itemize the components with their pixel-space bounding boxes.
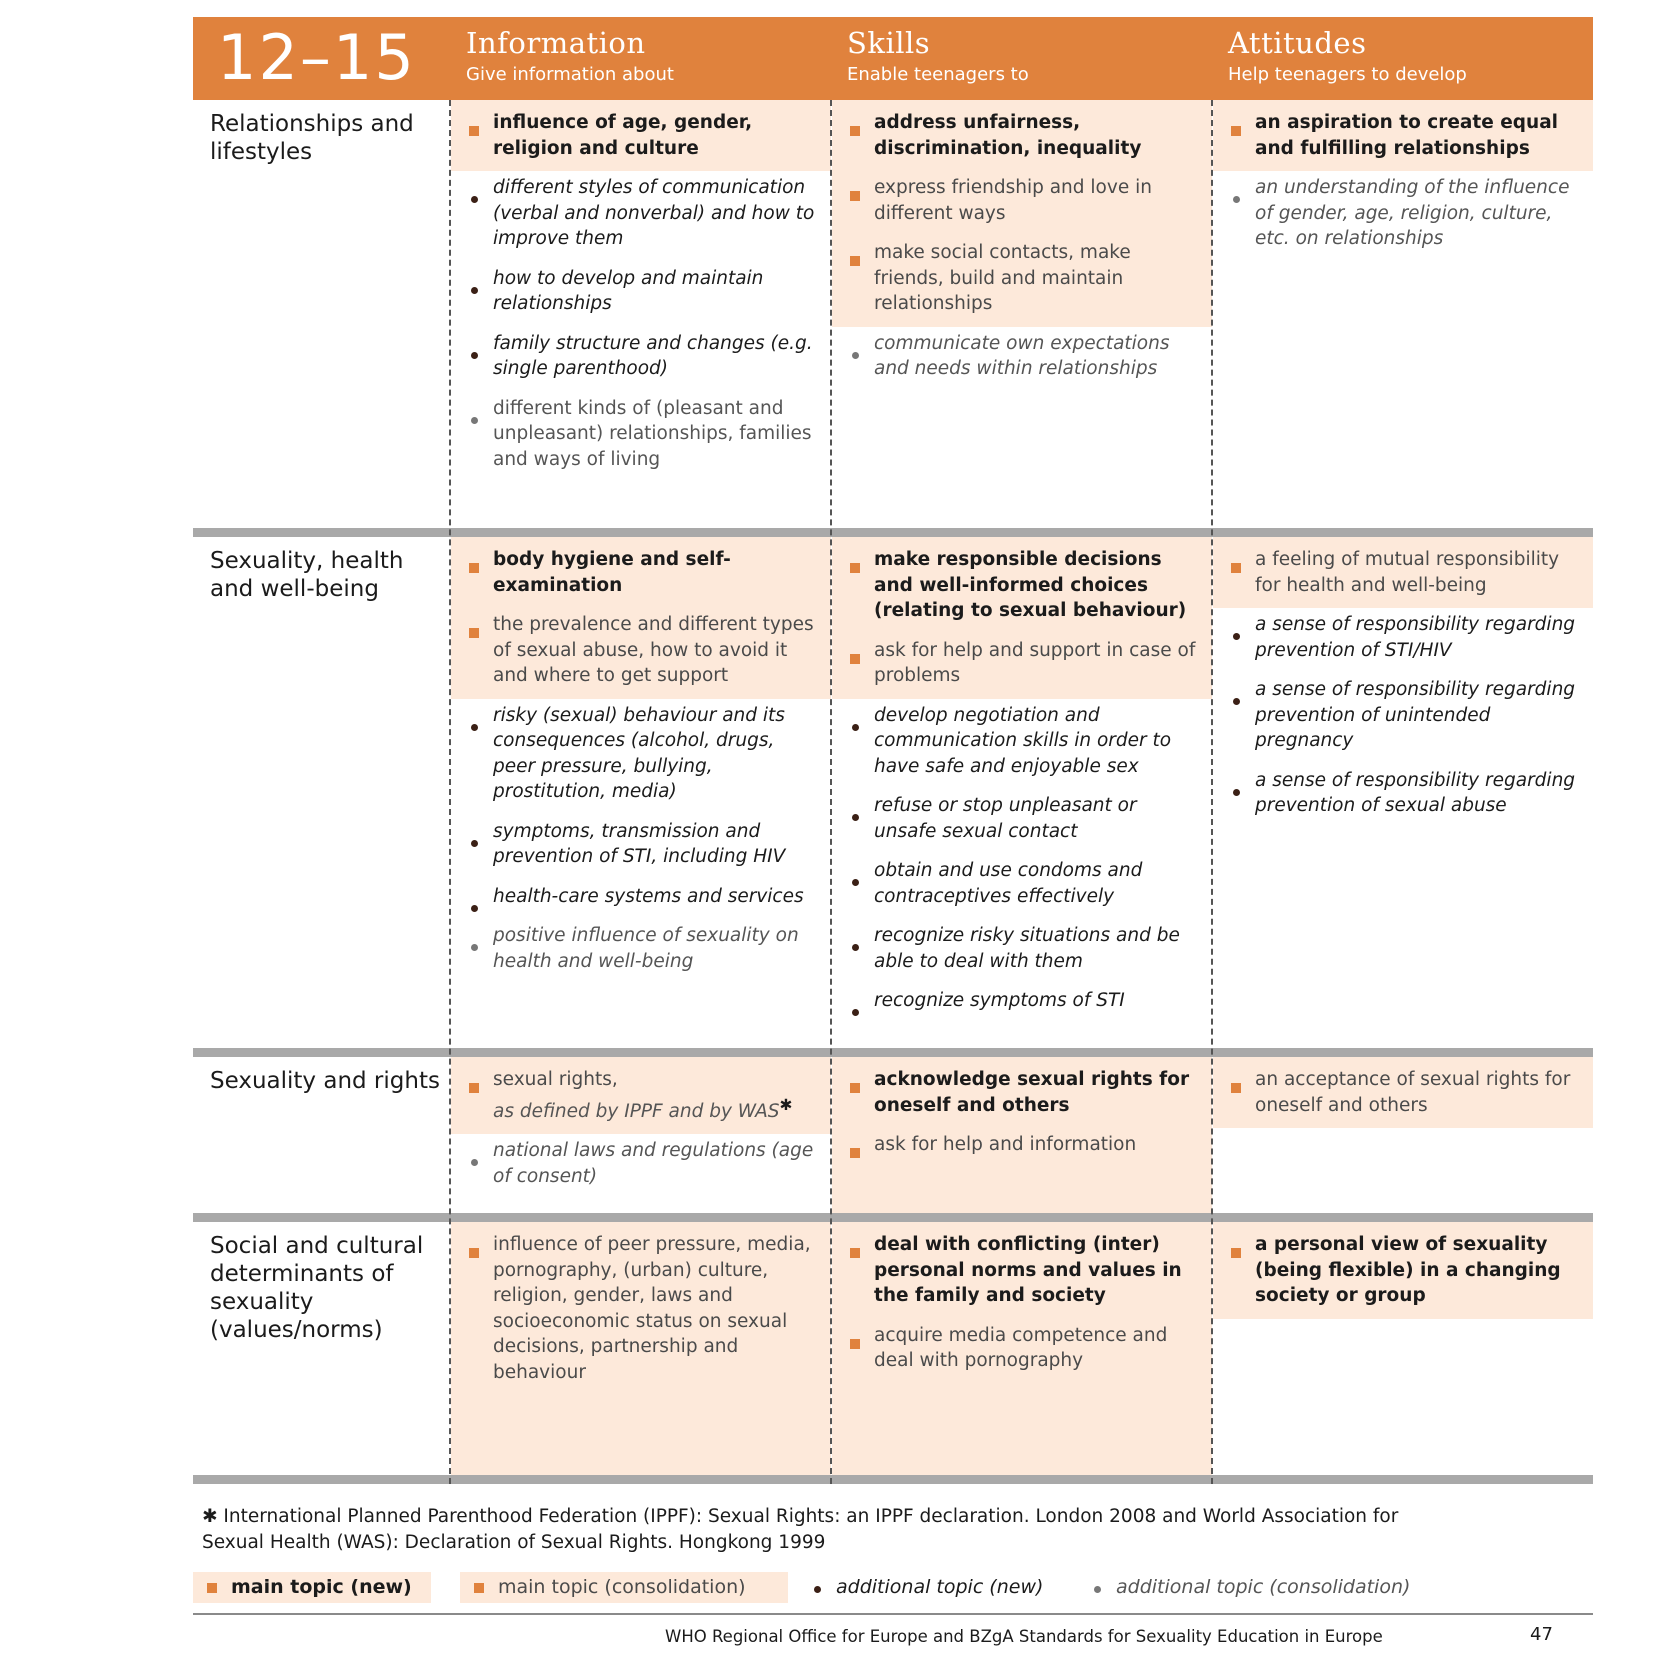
item-text: a feeling of mutual responsibility for health and well-being (1255, 549, 1560, 596)
list-item (832, 100, 1212, 171)
item-text: a sense of responsibility regarding prevention of sexual abuse (1255, 769, 1576, 816)
legend-label: additional topic (consolidation) (1116, 1576, 1411, 1598)
footnote-star-icon: ✱ (202, 1506, 218, 1527)
cell-skills (832, 1057, 1212, 1213)
list-item (451, 537, 831, 608)
item-text: address unfairness, discrimination, inequality (874, 112, 1142, 159)
column-header-attitudes (1228, 25, 1467, 87)
item-text: make social contacts, make friends, build and maintain relationships (874, 242, 1131, 314)
item-text: recognize symptoms of STI (874, 990, 1125, 1011)
list-item (832, 1057, 1212, 1128)
list-item (832, 1128, 1212, 1168)
item-text: national laws and regulations (age of consent) (493, 1140, 814, 1187)
dark-dot-icon (852, 998, 859, 1024)
list-item (451, 1057, 831, 1134)
dark-dot-icon (852, 803, 859, 829)
list-item (451, 919, 831, 984)
row-separator (193, 1475, 1593, 1484)
cell-information (451, 537, 831, 984)
orange-square-icon (469, 118, 479, 144)
grey-dot-icon (852, 341, 859, 367)
list-item (832, 789, 1212, 854)
item-text: an aspiration to create equal and fulfilling relationships (1255, 112, 1559, 159)
grey-dot-icon (471, 406, 478, 432)
dark-dot-icon (471, 341, 478, 367)
table-row (193, 1057, 1593, 1213)
orange-square-icon (1231, 1075, 1241, 1101)
page-number: 47 (1530, 1624, 1553, 1645)
row-label: Relationships and lifestyles (210, 111, 414, 165)
orange-square-icon (1231, 118, 1241, 144)
column-title: Skills (847, 26, 931, 60)
row-label: Sexuality, health and well-being (210, 548, 404, 602)
row-label: Social and cultural determinants of sexuality (values/norms) (210, 1233, 424, 1343)
legend-item-additional-new (798, 1572, 1058, 1603)
column-subtitle: Enable teenagers to (847, 64, 1029, 85)
list-item (451, 171, 831, 262)
dark-dot-icon (471, 713, 478, 739)
column-title: Attitudes (1228, 26, 1367, 60)
item-text: symptoms, transmission and prevention of STI, including HIV (493, 820, 786, 867)
table-row (193, 100, 1593, 528)
orange-square-icon (469, 555, 479, 581)
grey-dot-icon (471, 1148, 478, 1174)
column-divider (1211, 100, 1213, 1484)
cell-attitudes (1213, 1222, 1593, 1319)
item-text: ask for help and support in case of problems (874, 639, 1196, 686)
item-text: ask for help and information (874, 1134, 1137, 1155)
row-separator (193, 528, 1593, 537)
list-item (832, 1319, 1212, 1384)
item-text: express friendship and love in different ways (874, 177, 1152, 224)
list-item (832, 984, 1212, 1024)
footnote-text: International Planned Parenthood Federation (IPPF): Sexual Rights: an IPPF declaration. London 2008 and World Association for Sexual Health (WAS): Declaration of Sexual Rights. Hongkong 1999 (202, 1506, 1399, 1553)
item-text: develop negotiation and communication skills in order to have safe and enjoyable sex (874, 704, 1172, 777)
column-title: Information (466, 26, 646, 60)
column-divider (449, 100, 451, 1484)
list-item (451, 815, 831, 880)
list-item (1213, 673, 1593, 764)
column-divider (830, 100, 832, 1484)
item-text: influence of age, gender, religion and culture (493, 112, 753, 159)
item-text: positive influence of sexuality on health and well-being (493, 925, 799, 972)
legend-label: main topic (consolidation) (498, 1576, 746, 1598)
orange-square-icon (469, 1240, 479, 1266)
list-item (1213, 537, 1593, 608)
item-text: an acceptance of sexual rights for oneself and others (1255, 1069, 1571, 1116)
table-header (193, 17, 1593, 100)
list-item (832, 171, 1212, 236)
column-header-information (466, 25, 674, 87)
dark-dot-icon (1233, 687, 1240, 713)
list-item (1213, 171, 1593, 262)
cell-skills (832, 100, 1212, 392)
row-separator (193, 1048, 1593, 1057)
orange-square-icon (850, 646, 860, 672)
cell-information (451, 1057, 831, 1199)
orange-square-icon (850, 1075, 860, 1101)
column-subtitle: Give information about (466, 64, 674, 85)
orange-square-icon (850, 248, 860, 274)
list-item (832, 537, 1212, 634)
orange-square-icon (850, 183, 860, 209)
list-item (451, 392, 831, 483)
column-subtitle: Help teenagers to develop (1228, 64, 1467, 85)
cell-information (451, 100, 831, 482)
legend (193, 1572, 1593, 1603)
item-text: recognize risky situations and be able to deal with them (874, 925, 1180, 972)
orange-square-icon (1231, 555, 1241, 581)
item-text: health-care systems and services (493, 885, 804, 907)
column-header-skills (847, 25, 1029, 87)
footer-text: WHO Regional Office for Europe and BZgA Standards for Sexuality Education in Europe (665, 1627, 1383, 1646)
list-item (1213, 100, 1593, 171)
dark-dot-icon (852, 933, 859, 959)
item-text: different kinds of (pleasant and unpleasant) relationships, families and ways of living (493, 397, 812, 470)
item-text: a sense of responsibility regarding prevention of unintended pregnancy (1255, 679, 1576, 751)
list-item (832, 699, 1212, 790)
item-text: make responsible decisions and well-informed choices (relating to sexual behaviour) (874, 549, 1187, 621)
cell-attitudes (1213, 537, 1593, 829)
dark-dot-icon (814, 1572, 821, 1603)
list-item (451, 1222, 831, 1395)
dark-dot-icon (852, 713, 859, 739)
orange-square-icon (474, 1572, 484, 1603)
curriculum-table (193, 100, 1593, 1484)
list-item (1213, 1057, 1593, 1128)
item-text: refuse or stop unpleasant or unsafe sexual contact (874, 795, 1137, 842)
cell-information (451, 1222, 831, 1475)
list-item (451, 1134, 831, 1199)
list-item (451, 100, 831, 171)
dark-dot-icon (471, 894, 478, 920)
legend-label: main topic (new) (231, 1576, 412, 1598)
item-text: the prevalence and different types of sexual abuse, how to avoid it and where to get support (493, 614, 814, 686)
list-item (832, 634, 1212, 699)
item-text: a sense of responsibility regarding prevention of STI/HIV (1255, 614, 1576, 661)
list-item (451, 608, 831, 699)
dark-dot-icon (1233, 778, 1240, 804)
grey-dot-icon (1094, 1572, 1101, 1603)
dark-dot-icon (471, 185, 478, 211)
orange-square-icon (850, 118, 860, 144)
item-text: sexual rights, (493, 1069, 618, 1090)
table-row (193, 537, 1593, 1048)
dark-dot-icon (471, 829, 478, 855)
item-text: a personal view of sexuality (being flexible) in a changing society or group (1255, 1234, 1561, 1306)
item-text: an understanding of the influence of gender, age, religion, culture, etc. on relationships (1255, 177, 1570, 249)
row-label: Sexuality and rights (210, 1068, 440, 1094)
orange-square-icon (207, 1572, 217, 1603)
orange-square-icon (469, 620, 479, 646)
footnote (202, 1504, 1402, 1556)
list-item (832, 854, 1212, 919)
item-text: risky (sexual) behaviour and its consequences (alcohol, drugs, peer pressure, bullying, prostitution, media) (493, 704, 785, 802)
orange-square-icon (850, 1240, 860, 1266)
item-text: obtain and use condoms and contraceptives effectively (874, 860, 1143, 907)
item-text: how to develop and maintain relationships (493, 267, 764, 314)
list-item (451, 327, 831, 392)
cell-attitudes (1213, 100, 1593, 262)
orange-square-icon (469, 1075, 479, 1101)
legend-item-additional-consolidation (1078, 1572, 1438, 1603)
item-text: different styles of communication (verbal and nonverbal) and how to improve them (493, 177, 815, 249)
list-item (451, 880, 831, 920)
item-text: acquire media competence and deal with pornography (874, 1324, 1168, 1371)
cell-skills (832, 1222, 1212, 1475)
footer-divider (193, 1613, 1593, 1615)
list-item (1213, 608, 1593, 673)
grey-dot-icon (471, 933, 478, 959)
cell-attitudes (1213, 1057, 1593, 1128)
grey-dot-icon (1233, 185, 1240, 211)
item-text: family structure and changes (e.g. single parenthood) (493, 332, 813, 379)
list-item (1213, 764, 1593, 829)
orange-square-icon (1231, 1240, 1241, 1266)
item-text-italic: as defined by IPPF and by WAS (493, 1100, 780, 1122)
item-text: communicate own expectations and needs within relationships (874, 332, 1170, 379)
age-range: 12–15 (217, 21, 416, 94)
orange-square-icon (850, 1331, 860, 1357)
list-item (832, 236, 1212, 327)
list-item (832, 1222, 1212, 1319)
list-item (451, 699, 831, 815)
dark-dot-icon (471, 276, 478, 302)
table-row (193, 1222, 1593, 1475)
legend-label: additional topic (new) (836, 1576, 1044, 1598)
dark-dot-icon (852, 868, 859, 894)
legend-item-main-consolidation (460, 1572, 788, 1603)
item-text: influence of peer pressure, media, pornography, (urban) culture, religion, gender, laws and socioeconomic status on sexual decisions, partnership and behaviour (493, 1234, 811, 1383)
list-item (451, 262, 831, 327)
dark-dot-icon (1233, 622, 1240, 648)
cell-skills (832, 537, 1212, 1024)
item-text: body hygiene and self-examination (493, 549, 731, 596)
item-text: deal with conflicting (inter) personal norms and values in the family and society (874, 1234, 1182, 1306)
item-text: acknowledge sexual rights for oneself and others (874, 1069, 1190, 1116)
row-separator (193, 1213, 1593, 1222)
orange-square-icon (850, 555, 860, 581)
legend-item-main-new (193, 1572, 431, 1603)
orange-square-icon (850, 1140, 860, 1166)
list-item (1213, 1222, 1593, 1319)
footnote-star-icon: ✱ (779, 1095, 793, 1114)
list-item (832, 327, 1212, 392)
list-item (832, 919, 1212, 984)
